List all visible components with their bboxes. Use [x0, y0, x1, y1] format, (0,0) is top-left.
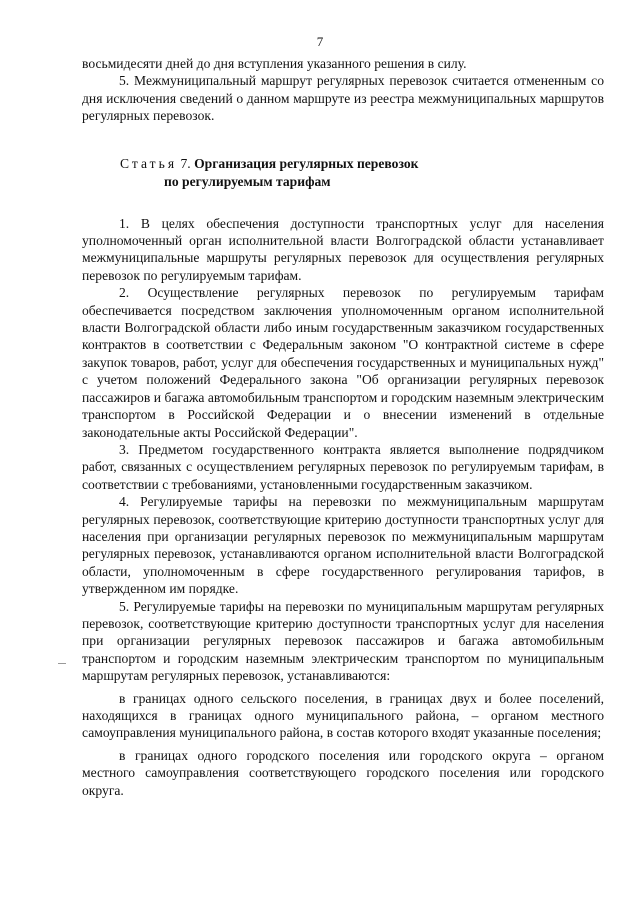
article-word: Статья	[120, 155, 178, 171]
page-number: 7	[316, 34, 324, 49]
item-3: 3. Предметом государственного контракта является выполнение подрядчиком работ, связанных с осуществлением регулярных перевозок по регулируемым тарифам, в соответствии с требованиями, установленными государственным заказчиком.	[82, 441, 604, 492]
document-body	[82, 55, 604, 799]
article-title-line2: по регулируемым тарифам	[164, 173, 331, 189]
margin-mark	[58, 663, 66, 664]
item-2: 2. Осуществление регулярных перевозок по регулируемым тарифам обеспечивается посредством заключения уполномоченным органом исполнительной власти Волгоградской области либо иным государственным заказчиком государственных контрактов в соответствии с Федеральным законом "О контрактной системе в сфере закупок товаров, работ, услуг для обеспечения государственных и муниципальных нужд" с учетом положений Федерального закона "Об организации регулярных перевозок пассажиров и багажа автомобильным транспортом и городским наземным электрическим транспортом в Российской Федерации и о внесении изменений в отдельные законодательные акты Российской Федерации".	[82, 285, 604, 440]
item-4: 4. Регулируемые тарифы на перевозки по межмуниципальным маршрутам регулярных перевозок, соответствующие критерию доступности транспортных услуг для населения при организации регулярных перевозок по межмуниципальным маршрутам регулярных перевозок, устанавливаются органом исполнительной власти Волгоградской области, уполномоченным в сфере государственного регулирования тарифов, в утвержденном им порядке.	[82, 494, 604, 597]
paragraph-continuation: восьмидесяти дней до дня вступления указанного решения в силу.	[82, 56, 467, 71]
item-1: 1. В целях обеспечения доступности транспортных услуг для населения уполномоченный орган исполнительной власти Волгоградской области устанавливает межмуниципальные маршруты регулярных перевозок для осуществления регулярных перевозок по регулируемым тарифам.	[82, 215, 604, 283]
article-heading	[82, 155, 604, 191]
item-5-urban: в границах одного городского поселения или городского округа – органом местного самоуправления соответствующего городского поселения или городского округа.	[82, 747, 604, 798]
paragraph-item-5-route-cancellation: 5. Межмуниципальный маршрут регулярных перевозок считается отмененным со дня исключения сведений о данном маршруте из реестра межмуниципальных маршрутов регулярных перевозок.	[82, 73, 604, 124]
article-title-line1: Организация регулярных перевозок	[194, 155, 419, 171]
item-5: 5. Регулируемые тарифы на перевозки по муниципальным маршрутам регулярных перевозок, соответствующие критерию доступности транспортных услуг для населения при организации регулярных перевозок пассажиров и багажа автомобильным транспортом и городским наземным электрическим транспортом по муниципальным маршрутам регулярных перевозок, устанавливаются:	[82, 598, 604, 684]
article-number: 7.	[180, 155, 191, 171]
article-heading-line1	[82, 155, 604, 173]
item-5-rural: в границах одного сельского поселения, в границах двух и более поселений, находящихся в границах одного муниципального района, – органом местного самоуправления муниципального района, в состав которого входят указанные поселения;	[82, 690, 604, 741]
